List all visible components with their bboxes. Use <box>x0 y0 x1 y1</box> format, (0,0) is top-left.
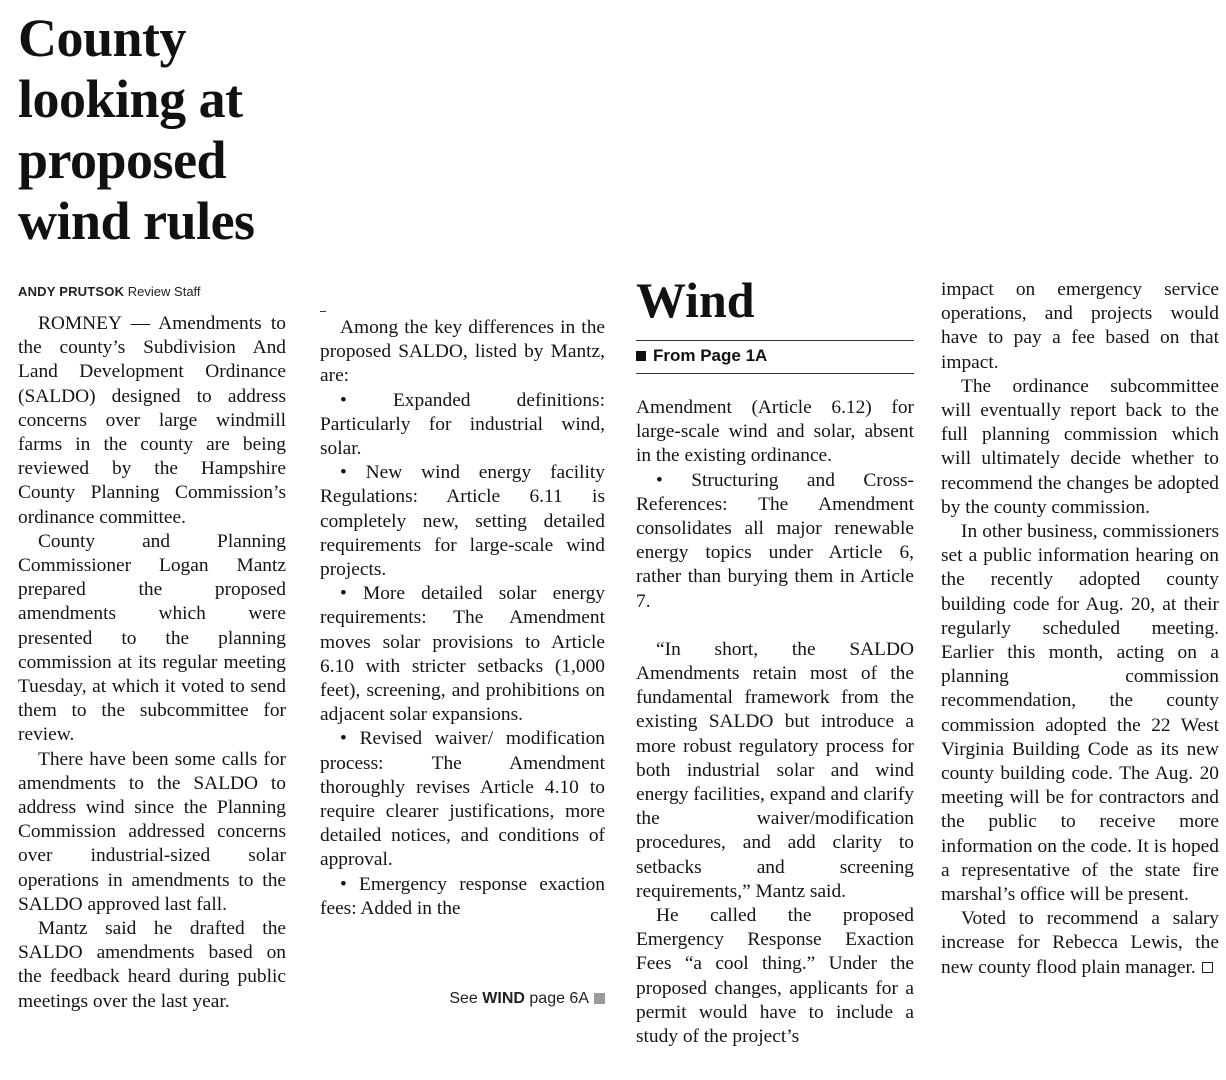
byline-author: ANDY PRUTSOK <box>18 284 125 299</box>
bullet-item: • Expanded definitions: Particularly for industrial wind, solar. <box>320 389 605 460</box>
paragraph: ROMNEY — Amendments to the county’s Subdivision And Land Development Ordinance (SALDO) designed to address concerns over large windmill farms in the county are being reviewed by the Hampshire County Planning Commission’s ordinance committee. <box>18 313 286 528</box>
byline <box>18 284 201 299</box>
square-icon <box>594 993 605 1004</box>
column-mark <box>320 311 326 312</box>
paragraph: Mantz said he drafted the SALDO amendments based on the feedback heard during public meetings over the last year. <box>18 918 286 1012</box>
paragraph: impact on emergency service operations, and projects would have to pay a fee based on that impact. <box>941 279 1219 373</box>
paragraph: He called the proposed Emergency Response Exaction Fees “a cool thing.” Under the proposed changes, applicants for a permit would have to include a study of the project’s <box>636 905 914 1048</box>
headline-line-4: wind rules <box>18 191 255 251</box>
headline-line-3: proposed <box>18 130 227 190</box>
bullet-item: • New wind energy facility Regulations: Article 6.11 is completely new, setting detailed requirements for large-scale wind projects. <box>320 462 605 581</box>
article-column-3 <box>636 396 914 1049</box>
headline <box>18 8 578 252</box>
end-mark-icon <box>1202 962 1213 973</box>
jump-headline: Wind <box>636 272 755 328</box>
from-page-label <box>636 346 767 366</box>
article-column-2 <box>320 316 605 921</box>
paragraph: The ordinance subcommittee will eventually report back to the full planning commission which will ultimately decide whether to recommend the changes be adopted by the county commission. <box>941 375 1219 518</box>
bullet-item: • Structuring and Cross-References: The Amendment consolidates all major renewable energy topics under Article 6, rather than burying them in Article 7. <box>636 469 914 612</box>
jump-word: WIND <box>482 990 525 1007</box>
paragraph <box>941 907 1219 980</box>
square-bullet-icon <box>636 351 646 361</box>
bullet-item: • Emergency response exaction fees: Added in the <box>320 873 605 919</box>
bullet-item: • More detailed solar energy requirements: The Amendment moves solar provisions to Article 6.10 with stricter setbacks (1,000 feet), screening, and prohibitions on adjacent solar expansions. <box>320 583 605 726</box>
from-page-text: From Page 1A <box>653 346 768 365</box>
jump-line[interactable] <box>420 990 605 1008</box>
paragraph: “In short, the SALDO Amendments retain most of the fundamental framework from the existing SALDO but introduce a more robust regulatory process for both industrial solar and wind energy facilities, expand and clarify the waiver/modification procedures, and add clarity to setbacks and screening requirements,” Mantz said. <box>636 638 914 902</box>
paragraph: Amendment (Article 6.12) for large-scale wind and solar, absent in the existing ordinance. <box>636 397 914 467</box>
article-column-1 <box>18 312 286 1014</box>
paragraph: There have been some calls for amendments to the SALDO to address wind since the Planning Commission addressed concerns over industrial-sized solar operations in amendments to the SALDO approved last fall. <box>18 748 286 915</box>
paragraph-text: Voted to recommend a salary increase for Rebecca Lewis, the new county flood plain manager. <box>941 908 1219 978</box>
headline-line-1: County <box>18 8 187 68</box>
divider <box>636 373 914 374</box>
jump-suffix: page 6A <box>529 990 589 1007</box>
jump-prefix: See <box>449 990 478 1007</box>
paragraph: County and Planning Commissioner Logan Mantz prepared the proposed amendments which were presented to the planning commission at its regular meeting Tuesday, at which it voted to send them to the subcommittee for review. <box>18 530 286 746</box>
paragraph: In other business, commissioners set a public information hearing on the recently adopted county building code for Aug. 20, at their regularly scheduled meeting. Earlier this month, acting on a planning commission recommendation, the county commission adopted the 22 West Virginia Building Code as its new county building code. The Aug. 20 meeting will be for contractors and the public to receive more information on the code. It is hoped a representative of the state fire marshal’s office will be present. <box>941 521 1219 906</box>
byline-role: Review Staff <box>127 284 201 299</box>
headline-line-2: looking at <box>18 69 243 129</box>
divider <box>636 340 914 341</box>
article-column-4 <box>941 278 1219 980</box>
bullet-item: • Revised waiver/ modification process: The Amendment thoroughly revises Article 4.10 to require clearer justifications, more detailed notices, and conditions of approval. <box>320 728 605 871</box>
paragraph: Among the key differences in the proposed SALDO, listed by Mantz, are: <box>320 317 605 387</box>
